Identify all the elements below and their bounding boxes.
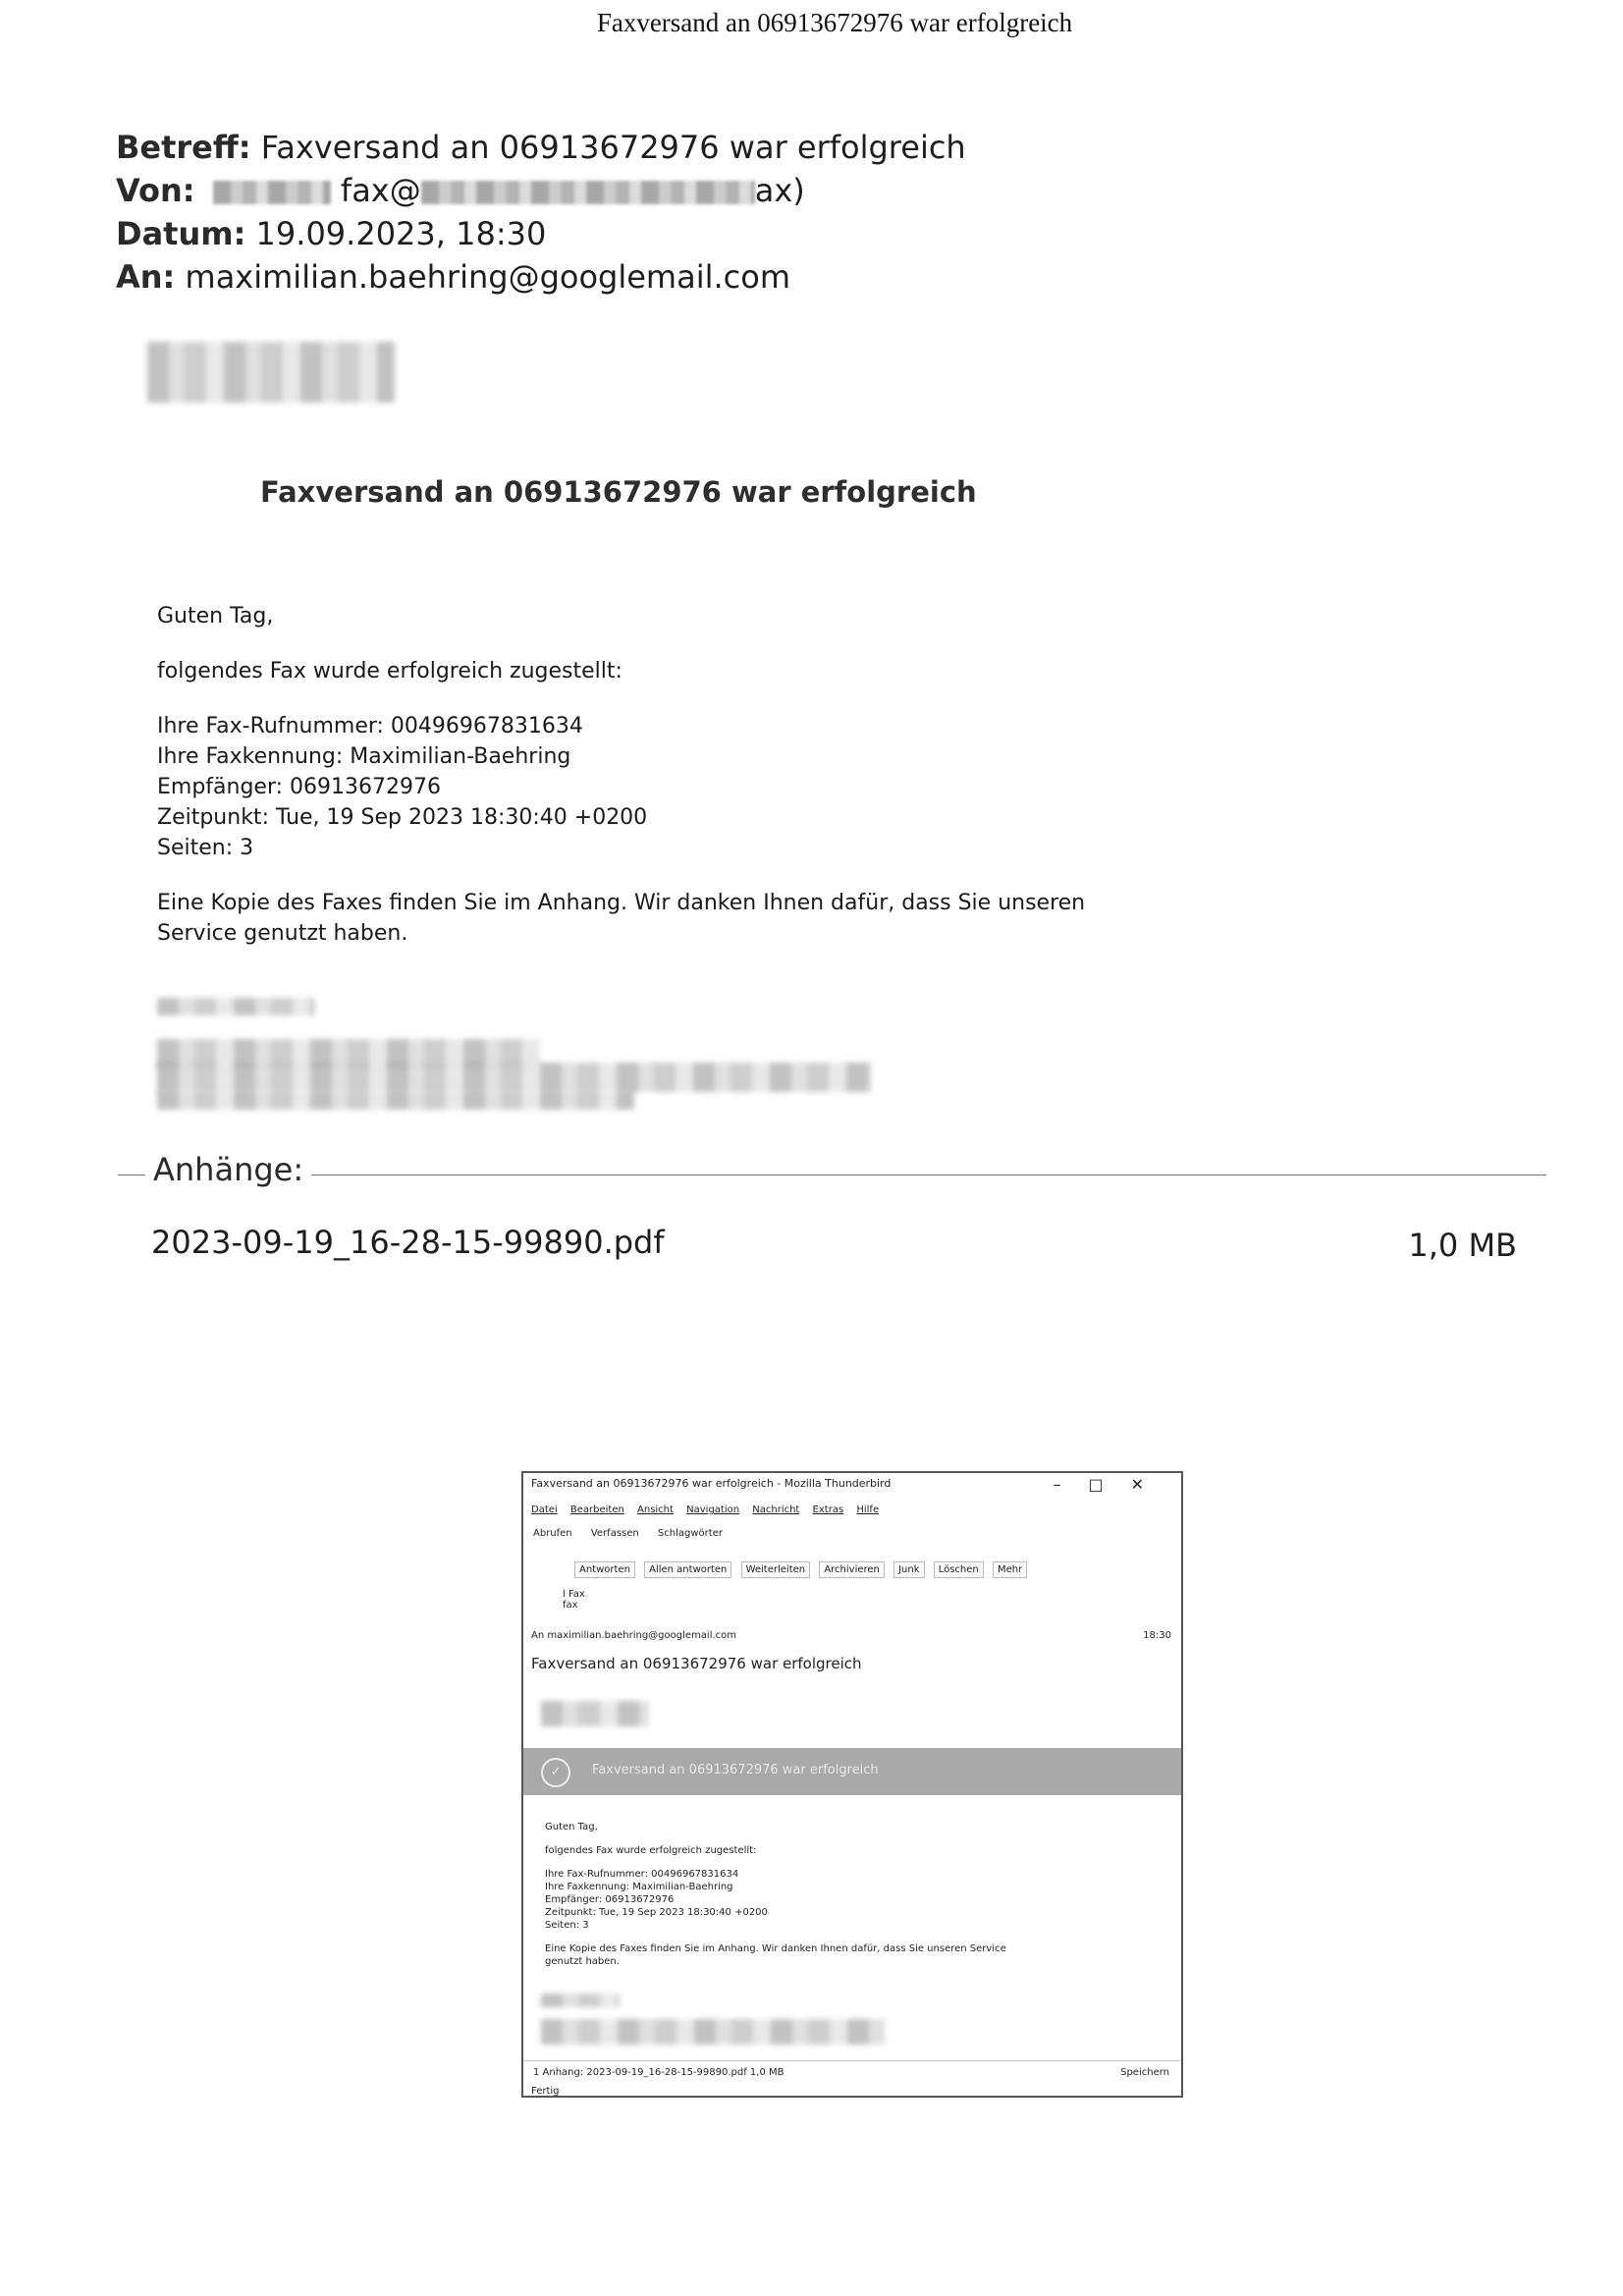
closing-text: Eine Kopie des Faxes finden Sie im Anhang. Wir danken Ihnen dafür, dass Sie unseren Service genutzt haben. <box>157 891 1086 946</box>
thumb-detail-line: Zeitpunkt: Tue, 19 Sep 2023 18:30:40 +0200 <box>545 1907 768 1918</box>
thumb-save: Speichern <box>1120 2067 1169 2078</box>
thumb-detail-line: Ihre Faxkennung: Maximilian-Baehring <box>545 1882 733 1892</box>
thumb-action-archivieren: Archivieren <box>819 1561 885 1578</box>
fax-id: Ihre Faxkennung: Maximilian-Baehring <box>157 744 571 769</box>
attachment-size: 1,0 MB <box>1408 1227 1517 1264</box>
redacted-signature-name <box>157 998 314 1015</box>
thumb-redacted-logo <box>541 1701 649 1726</box>
subject-row <box>116 126 966 169</box>
thumb-subject: Faxversand an 06913672976 war erfolgreich <box>531 1655 862 1672</box>
thumb-intro: folgendes Fax wurde erfolgreich zugestellt: <box>545 1845 757 1856</box>
thumb-status: Fertig <box>531 2086 560 2097</box>
thumb-menu-extras: Extras <box>812 1504 844 1515</box>
redacted-sender-name <box>213 181 331 204</box>
thumb-details <box>545 1868 1036 1932</box>
thumb-detail-line: Empfänger: 06913672976 <box>545 1894 675 1905</box>
thumb-from-line1: l Fax <box>563 1589 585 1600</box>
thumb-greeting: Guten Tag, <box>545 1822 598 1832</box>
thumb-action-junk: Junk <box>893 1561 924 1578</box>
attachment-filename[interactable]: 2023-09-19_16-28-15-99890.pdf <box>151 1224 665 1261</box>
checkmark-icon: ✓ <box>541 1758 570 1787</box>
from-label: Von: <box>116 172 195 209</box>
thumb-body <box>545 1821 1036 1979</box>
from-row <box>116 169 966 212</box>
redacted-sender-domain <box>421 181 755 204</box>
thumb-action-antworten: Antworten <box>574 1561 635 1578</box>
date-row <box>116 212 966 255</box>
thumb-separator <box>523 2060 1181 2061</box>
thumb-menu-hilfe: Hilfe <box>856 1504 880 1515</box>
from-value-mid: fax@ <box>340 172 421 209</box>
from-value-end: ax) <box>754 172 805 209</box>
thumb-detail-line: Seiten: 3 <box>545 1920 589 1931</box>
thumb-action-bar <box>574 1561 1181 1578</box>
date-label: Datum: <box>116 215 246 252</box>
pages: Seiten: 3 <box>157 836 254 860</box>
thumb-toolbar <box>533 1528 1181 1539</box>
thumb-redacted-sig2 <box>541 2019 885 2045</box>
print-header: Faxversand an 06913672976 war erfolgreich <box>596 8 1073 37</box>
thumb-tool-schlagwoerter: Schlagwörter <box>657 1528 723 1539</box>
thumb-redacted-sig1 <box>541 1994 620 2007</box>
thumb-menu-datei: Datei <box>531 1504 558 1515</box>
thumb-from <box>563 1589 1181 1611</box>
thumb-action-mehr: Mehr <box>993 1561 1027 1578</box>
redacted-logo <box>147 342 395 403</box>
thumb-banner <box>523 1748 1181 1795</box>
thumb-menubar <box>531 1504 1181 1515</box>
thumb-to: An maximilian.baehring@googlemail.com <box>531 1630 737 1641</box>
subject-label: Betreff: <box>116 129 251 166</box>
greeting: Guten Tag, <box>157 604 274 629</box>
thumb-action-weiterleiten: Weiterleiten <box>741 1561 811 1578</box>
fax-number: Ihre Fax-Rufnummer: 00496967831634 <box>157 714 583 738</box>
thumb-from-line2: fax <box>563 1600 578 1611</box>
mail-body <box>157 601 1188 973</box>
thumb-closing: Eine Kopie des Faxes finden Sie im Anhang. Wir danken Ihnen dafür, dass Sie unseren Service genutzt haben. <box>545 1943 1006 1967</box>
thumb-menu-nachricht: Nachricht <box>752 1504 800 1515</box>
mail-title: Faxversand an 06913672976 war erfolgreich <box>260 475 977 509</box>
thumb-detail-line: Ihre Fax-Rufnummer: 00496967831634 <box>545 1869 739 1880</box>
thumb-attachment: 1 Anhang: 2023-09-19_16-28-15-99890.pdf 1,0 MB <box>533 2067 784 2078</box>
thunderbird-screenshot <box>521 1471 1183 2098</box>
thumb-action-loeschen: Löschen <box>934 1561 984 1578</box>
timestamp: Zeitpunkt: Tue, 19 Sep 2023 18:30:40 +0200 <box>157 805 648 830</box>
thumb-tool-verfassen: Verfassen <box>590 1528 639 1539</box>
to-row <box>116 255 966 299</box>
thumb-tool-abrufen: Abrufen <box>533 1528 572 1539</box>
thumb-menu-navigation: Navigation <box>686 1504 740 1515</box>
recipient: Empfänger: 06913672976 <box>157 775 441 799</box>
thumb-menu-bearbeiten: Bearbeiten <box>569 1504 624 1515</box>
fax-details <box>157 711 1188 863</box>
intro-text: folgendes Fax wurde erfolgreich zugestellt: <box>157 659 622 683</box>
email-headers <box>116 126 966 299</box>
thumb-action-allen-antworten: Allen antworten <box>644 1561 731 1578</box>
subject-value: Faxversand an 06913672976 war erfolgreich <box>260 129 966 166</box>
redacted-signature-line2 <box>157 1063 872 1092</box>
redacted-signature-line3 <box>157 1090 634 1110</box>
thumb-time: 18:30 <box>1143 1630 1171 1641</box>
to-value: maximilian.baehring@googlemail.com <box>185 258 790 296</box>
attachments-label: Anhänge: <box>145 1151 311 1188</box>
to-label: An: <box>116 258 176 296</box>
thumb-menu-ansicht: Ansicht <box>637 1504 674 1515</box>
date-value: 19.09.2023, 18:30 <box>255 215 547 252</box>
thumb-window-title: Faxversand an 06913672976 war erfolgreich - Mozilla Thunderbird <box>531 1477 892 1490</box>
thumb-banner-text: Faxversand an 06913672976 war erfolgreich <box>592 1763 879 1777</box>
thumb-window-buttons: –□✕ <box>1053 1475 1171 1494</box>
